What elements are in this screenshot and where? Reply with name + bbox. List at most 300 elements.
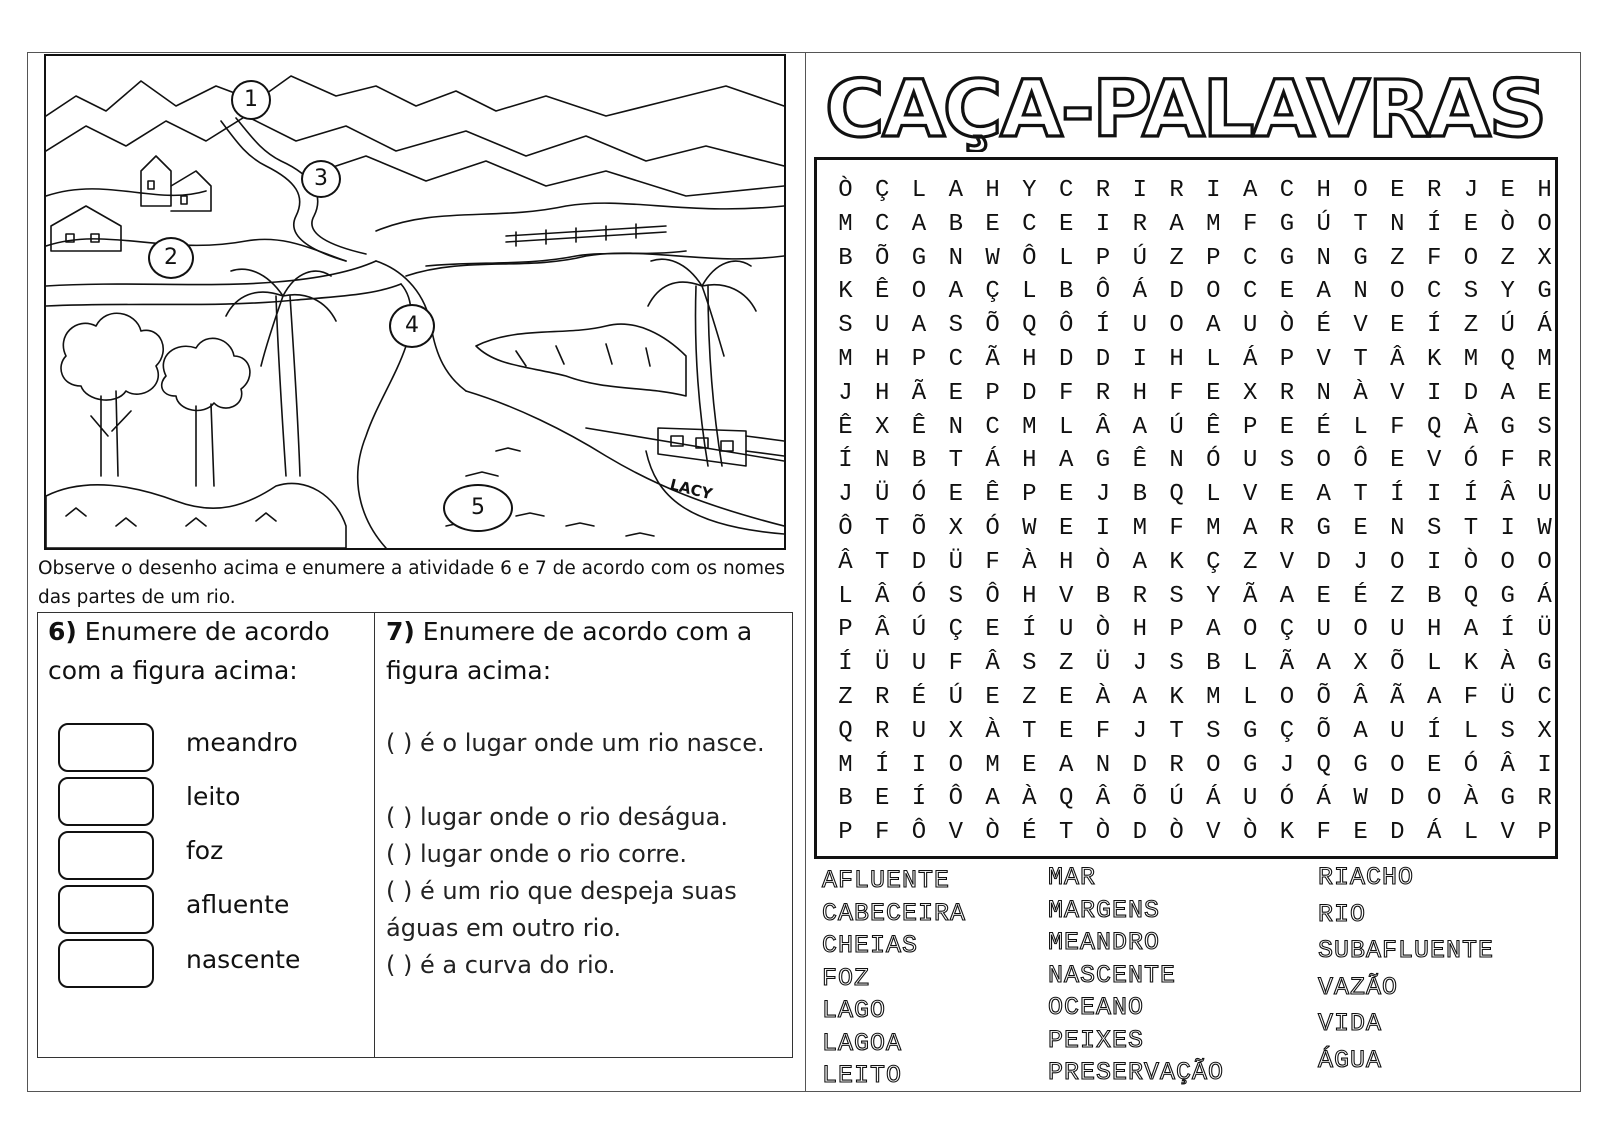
grid-letter[interactable]: A — [1132, 684, 1147, 711]
grid-letter[interactable]: P — [1242, 413, 1258, 441]
grid-letter[interactable]: Í — [1500, 616, 1515, 644]
grid-letter[interactable]: S — [1169, 650, 1184, 678]
grid-letter[interactable]: U — [874, 312, 890, 340]
grid-letter[interactable]: A — [1316, 650, 1331, 678]
grid-letter[interactable]: F — [1058, 379, 1074, 407]
grid-letter[interactable]: E — [1537, 379, 1552, 407]
grid-letter[interactable]: C — [874, 210, 890, 238]
grid-letter[interactable]: M — [1206, 684, 1221, 711]
grid-letter[interactable]: V — [1353, 312, 1368, 340]
grid-letter[interactable]: Ò — [1242, 819, 1258, 847]
grid-letter[interactable]: Z — [838, 684, 853, 711]
exercise-7-item[interactable]: ( ) é o lugar onde um rio nasce. — [386, 729, 765, 757]
grid-letter[interactable]: T — [1058, 819, 1074, 847]
grid-letter[interactable]: Ê — [1206, 413, 1221, 441]
grid-letter[interactable]: Ó — [985, 515, 1000, 542]
grid-letter[interactable]: O — [1463, 244, 1479, 272]
grid-letter[interactable]: O — [1206, 278, 1221, 306]
grid-letter[interactable]: U — [911, 650, 927, 678]
grid-letter[interactable]: B — [838, 244, 853, 272]
grid-letter[interactable]: I — [1426, 379, 1442, 407]
grid-letter[interactable]: Ô — [1058, 312, 1074, 340]
grid-letter[interactable]: Ã — [1390, 684, 1405, 711]
grid-letter[interactable]: F — [1169, 379, 1184, 407]
grid-letter[interactable]: M — [1206, 210, 1221, 238]
grid-letter[interactable]: D — [1463, 379, 1479, 407]
grid-letter[interactable]: N — [1390, 515, 1405, 542]
grid-letter[interactable]: O — [1242, 616, 1258, 644]
grid-letter[interactable]: G — [1095, 447, 1111, 475]
grid-letter[interactable]: N — [1353, 278, 1368, 306]
grid-letter[interactable]: D — [1316, 548, 1331, 576]
grid-letter[interactable]: Â — [1095, 413, 1111, 441]
grid-letter[interactable]: P — [1279, 346, 1295, 373]
grid-letter[interactable]: C — [1242, 278, 1258, 306]
grid-letter[interactable]: G — [1353, 244, 1368, 272]
grid-letter[interactable]: D — [1390, 819, 1405, 847]
grid-letter[interactable]: A — [911, 312, 927, 340]
grid-letter[interactable]: K — [1279, 819, 1295, 847]
grid-letter[interactable]: B — [1426, 582, 1442, 610]
grid-letter[interactable]: R — [1169, 751, 1184, 779]
grid-letter[interactable]: S — [1022, 650, 1037, 678]
grid-letter[interactable]: P — [838, 616, 853, 644]
grid-letter[interactable]: A — [1242, 177, 1258, 204]
grid-letter[interactable]: L — [1426, 650, 1442, 678]
grid-letter[interactable]: T — [874, 548, 890, 576]
grid-letter[interactable]: F — [1242, 210, 1258, 238]
grid-letter[interactable]: Ò — [1095, 819, 1111, 847]
grid-letter[interactable]: E — [1500, 177, 1515, 204]
grid-letter[interactable]: Á — [1242, 346, 1258, 373]
grid-letter[interactable]: T — [1022, 717, 1037, 745]
grid-letter[interactable]: Ü — [948, 548, 963, 576]
grid-letter[interactable]: E — [1022, 751, 1037, 779]
grid-letter[interactable]: D — [1058, 346, 1074, 373]
grid-letter[interactable]: K — [1169, 684, 1184, 711]
grid-letter[interactable]: O — [948, 751, 963, 779]
grid-letter[interactable]: F — [1390, 413, 1405, 441]
grid-letter[interactable]: Y — [1206, 582, 1221, 610]
grid-letter[interactable]: L — [911, 177, 927, 204]
grid-letter[interactable]: O — [1353, 616, 1368, 644]
grid-letter[interactable]: Â — [838, 548, 853, 576]
grid-letter[interactable]: H — [1537, 177, 1552, 204]
grid-letter[interactable]: K — [838, 278, 853, 306]
grid-letter[interactable]: Í — [1390, 481, 1405, 509]
grid-letter[interactable]: Í — [1095, 312, 1111, 340]
grid-letter[interactable]: G — [1353, 751, 1368, 779]
grid-letter[interactable]: X — [1537, 244, 1552, 272]
grid-letter[interactable]: Ô — [1095, 278, 1111, 306]
grid-letter[interactable]: U — [1058, 616, 1074, 644]
grid-letter[interactable]: G — [1242, 717, 1258, 745]
grid-letter[interactable]: G — [1279, 210, 1295, 238]
exercise-7-item[interactable]: ( ) é a curva do rio. — [386, 951, 616, 979]
grid-letter[interactable]: Í — [1426, 312, 1442, 340]
grid-letter[interactable]: O — [1390, 278, 1405, 306]
grid-letter[interactable]: A — [948, 278, 963, 306]
grid-letter[interactable]: Ò — [1169, 819, 1184, 847]
grid-letter[interactable]: X — [874, 413, 890, 441]
grid-letter[interactable]: H — [1022, 582, 1037, 610]
grid-letter[interactable]: V — [1390, 379, 1405, 407]
grid-letter[interactable]: C — [1058, 177, 1074, 204]
grid-letter[interactable]: W — [985, 244, 1000, 272]
grid-letter[interactable]: Q — [1500, 346, 1515, 373]
grid-letter[interactable]: R — [1132, 582, 1147, 610]
grid-letter[interactable]: É — [1316, 312, 1331, 340]
grid-letter[interactable]: F — [1500, 447, 1515, 475]
grid-letter[interactable]: Ê — [838, 413, 853, 441]
grid-letter[interactable]: Q — [1426, 413, 1442, 441]
grid-letter[interactable]: Õ — [911, 515, 927, 542]
grid-letter[interactable]: P — [838, 819, 853, 847]
answer-box-afluente[interactable] — [58, 885, 154, 934]
grid-letter[interactable]: Ú — [948, 684, 963, 711]
grid-letter[interactable]: E — [1390, 177, 1405, 204]
grid-letter[interactable]: À — [1463, 413, 1479, 441]
grid-letter[interactable]: É — [1316, 413, 1331, 441]
grid-letter[interactable]: Ç — [874, 177, 890, 204]
grid-letter[interactable]: H — [1132, 616, 1147, 644]
grid-letter[interactable]: U — [1132, 312, 1147, 340]
answer-box-meandro[interactable] — [58, 723, 154, 772]
grid-letter[interactable]: R — [1169, 177, 1184, 204]
grid-letter[interactable]: I — [1132, 177, 1147, 204]
grid-letter[interactable]: Z — [1058, 650, 1074, 678]
grid-letter[interactable]: Ã — [1279, 650, 1295, 678]
grid-letter[interactable]: Ó — [1279, 785, 1295, 813]
grid-letter[interactable]: X — [948, 717, 963, 745]
grid-letter[interactable]: Â — [1390, 346, 1405, 373]
grid-letter[interactable]: D — [1132, 819, 1147, 847]
grid-letter[interactable]: E — [948, 481, 963, 509]
grid-letter[interactable]: L — [1242, 650, 1258, 678]
grid-letter[interactable]: J — [1132, 650, 1147, 678]
grid-letter[interactable]: Á — [1206, 785, 1221, 813]
grid-letter[interactable]: E — [1390, 447, 1405, 475]
grid-letter[interactable]: E — [1058, 481, 1074, 509]
grid-letter[interactable]: E — [1426, 751, 1442, 779]
grid-letter[interactable]: Q — [1169, 481, 1184, 509]
grid-letter[interactable]: Á — [1132, 278, 1147, 306]
grid-letter[interactable]: P — [1022, 481, 1037, 509]
grid-letter[interactable]: C — [985, 413, 1000, 441]
grid-letter[interactable]: G — [1316, 515, 1331, 542]
grid-letter[interactable]: Í — [1426, 717, 1442, 745]
grid-letter[interactable]: Í — [874, 751, 890, 779]
grid-letter[interactable]: V — [1206, 819, 1221, 847]
grid-letter[interactable]: B — [1206, 650, 1221, 678]
grid-letter[interactable]: I — [1095, 210, 1111, 238]
answer-box-foz[interactable] — [58, 831, 154, 880]
grid-letter[interactable]: H — [874, 346, 890, 373]
grid-letter[interactable]: Õ — [1316, 717, 1331, 745]
grid-letter[interactable]: Â — [1500, 481, 1515, 509]
grid-letter[interactable]: W — [1022, 515, 1037, 542]
grid-letter[interactable]: P — [1206, 244, 1221, 272]
grid-letter[interactable]: J — [1353, 548, 1368, 576]
grid-letter[interactable]: U — [1390, 616, 1405, 644]
grid-letter[interactable]: S — [1500, 717, 1515, 745]
grid-letter[interactable]: M — [838, 346, 853, 373]
grid-letter[interactable]: E — [1463, 210, 1479, 238]
grid-letter[interactable]: N — [948, 413, 963, 441]
grid-letter[interactable]: A — [1463, 616, 1479, 644]
grid-letter[interactable]: J — [1279, 751, 1295, 779]
grid-letter[interactable]: W — [1353, 785, 1368, 813]
grid-letter[interactable]: K — [1169, 548, 1184, 576]
grid-letter[interactable]: L — [1353, 413, 1368, 441]
grid-letter[interactable]: U — [1390, 717, 1405, 745]
grid-letter[interactable]: Â — [874, 582, 890, 610]
grid-letter[interactable]: H — [1169, 346, 1184, 373]
grid-letter[interactable]: A — [1206, 616, 1221, 644]
grid-letter[interactable]: H — [1058, 548, 1074, 576]
grid-letter[interactable]: V — [1279, 548, 1295, 576]
grid-letter[interactable]: R — [1095, 177, 1111, 204]
grid-letter[interactable]: H — [874, 379, 890, 407]
grid-letter[interactable]: À — [1095, 684, 1111, 711]
grid-letter[interactable]: N — [1316, 379, 1331, 407]
grid-letter[interactable]: B — [1095, 582, 1111, 610]
grid-letter[interactable]: R — [1095, 379, 1111, 407]
grid-letter[interactable]: L — [838, 582, 853, 610]
grid-letter[interactable]: Ó — [1206, 447, 1221, 475]
grid-letter[interactable]: O — [1353, 177, 1368, 204]
grid-letter[interactable]: Ò — [1463, 548, 1479, 576]
grid-letter[interactable]: Ò — [985, 819, 1000, 847]
grid-letter[interactable]: C — [1426, 278, 1442, 306]
grid-letter[interactable]: E — [874, 785, 890, 813]
grid-letter[interactable]: L — [1242, 684, 1258, 711]
grid-letter[interactable]: Z — [1242, 548, 1258, 576]
grid-letter[interactable]: C — [1022, 210, 1037, 238]
grid-letter[interactable]: Ã — [1242, 582, 1258, 610]
grid-letter[interactable]: D — [911, 548, 927, 576]
grid-letter[interactable]: R — [874, 717, 890, 745]
grid-letter[interactable]: Ú — [911, 616, 927, 644]
grid-letter[interactable]: N — [1316, 244, 1331, 272]
grid-letter[interactable]: E — [985, 616, 1000, 644]
grid-letter[interactable]: Õ — [1132, 785, 1147, 813]
grid-letter[interactable]: Z — [1390, 244, 1405, 272]
grid-letter[interactable]: G — [1537, 278, 1552, 306]
grid-letter[interactable]: I — [911, 751, 927, 779]
grid-letter[interactable]: U — [1537, 481, 1552, 509]
grid-letter[interactable]: T — [1353, 210, 1368, 238]
grid-letter[interactable]: S — [948, 582, 963, 610]
grid-letter[interactable]: E — [985, 684, 1000, 711]
grid-letter[interactable]: Á — [1426, 819, 1442, 847]
grid-letter[interactable]: Í — [1022, 616, 1037, 644]
grid-letter[interactable]: Ê — [874, 278, 890, 306]
grid-letter[interactable]: Z — [1390, 582, 1405, 610]
grid-letter[interactable]: A — [1132, 413, 1147, 441]
grid-letter[interactable]: E — [1058, 717, 1074, 745]
grid-letter[interactable]: H — [1316, 177, 1331, 204]
exercise-7-item[interactable]: ( ) lugar onde o rio deságua. — [386, 803, 728, 831]
grid-letter[interactable]: À — [985, 717, 1000, 745]
grid-letter[interactable]: Ã — [985, 346, 1000, 373]
grid-letter[interactable]: A — [1316, 278, 1331, 306]
grid-letter[interactable]: Q — [1316, 751, 1331, 779]
grid-letter[interactable]: V — [1058, 582, 1074, 610]
grid-letter[interactable]: M — [1206, 515, 1221, 542]
grid-letter[interactable]: É — [1022, 819, 1037, 847]
grid-letter[interactable]: T — [1353, 481, 1368, 509]
grid-letter[interactable]: Ú — [1169, 785, 1184, 813]
grid-letter[interactable]: Ó — [911, 481, 927, 509]
grid-letter[interactable]: Ç — [1279, 616, 1295, 644]
grid-letter[interactable]: Í — [911, 785, 927, 813]
grid-letter[interactable]: Ô — [1022, 244, 1037, 272]
grid-letter[interactable]: S — [1206, 717, 1221, 745]
grid-letter[interactable]: V — [1500, 819, 1515, 847]
grid-letter[interactable]: Â — [1500, 751, 1515, 779]
grid-letter[interactable]: A — [1500, 379, 1515, 407]
grid-letter[interactable]: À — [1022, 548, 1037, 576]
grid-letter[interactable]: E — [1058, 684, 1074, 711]
grid-letter[interactable]: Q — [1463, 582, 1479, 610]
grid-letter[interactable]: Í — [838, 447, 853, 475]
grid-letter[interactable]: S — [1463, 278, 1479, 306]
grid-letter[interactable]: E — [948, 379, 963, 407]
grid-letter[interactable]: G — [1537, 650, 1552, 678]
grid-letter[interactable]: Ú — [1132, 244, 1147, 272]
grid-letter[interactable]: Q — [1022, 312, 1037, 340]
grid-letter[interactable]: M — [1537, 346, 1552, 373]
grid-letter[interactable]: Ô — [985, 582, 1000, 610]
grid-letter[interactable]: Ò — [1095, 616, 1111, 644]
grid-letter[interactable]: R — [1537, 785, 1552, 813]
grid-letter[interactable]: Ô — [911, 819, 927, 847]
grid-letter[interactable]: S — [1279, 447, 1295, 475]
grid-letter[interactable]: X — [1353, 650, 1368, 678]
grid-letter[interactable]: R — [1426, 177, 1442, 204]
grid-letter[interactable]: L — [1463, 819, 1479, 847]
grid-letter[interactable]: M — [985, 751, 1000, 779]
grid-letter[interactable]: A — [1169, 210, 1184, 238]
grid-letter[interactable]: H — [1022, 346, 1037, 373]
grid-letter[interactable]: D — [1132, 751, 1147, 779]
grid-letter[interactable]: F — [874, 819, 890, 847]
grid-letter[interactable]: O — [1169, 312, 1184, 340]
grid-letter[interactable]: A — [1058, 447, 1074, 475]
grid-letter[interactable]: E — [1316, 582, 1331, 610]
grid-letter[interactable]: L — [1058, 244, 1074, 272]
grid-letter[interactable]: Ü — [1095, 650, 1111, 678]
grid-letter[interactable]: M — [1463, 346, 1479, 373]
grid-letter[interactable]: Ü — [874, 650, 890, 678]
grid-letter[interactable]: B — [1132, 481, 1147, 509]
grid-letter[interactable]: O — [1316, 447, 1331, 475]
grid-letter[interactable]: Z — [1022, 684, 1037, 711]
grid-letter[interactable]: V — [1242, 481, 1258, 509]
grid-letter[interactable]: H — [985, 177, 1000, 204]
grid-letter[interactable]: Q — [838, 717, 853, 745]
grid-letter[interactable]: H — [1132, 379, 1147, 407]
grid-letter[interactable]: O — [1390, 548, 1405, 576]
grid-letter[interactable]: À — [1353, 379, 1368, 407]
grid-letter[interactable]: D — [1022, 379, 1037, 407]
grid-letter[interactable]: Z — [1169, 244, 1184, 272]
grid-letter[interactable]: A — [1242, 515, 1258, 542]
grid-letter[interactable]: D — [1095, 346, 1111, 373]
grid-letter[interactable]: X — [1242, 379, 1258, 407]
answer-box-leito[interactable] — [58, 777, 154, 826]
grid-letter[interactable]: Ò — [1500, 210, 1515, 238]
grid-letter[interactable]: À — [1500, 650, 1515, 678]
grid-letter[interactable]: Ç — [985, 278, 1000, 306]
grid-letter[interactable]: J — [838, 481, 853, 509]
grid-letter[interactable]: Ô — [1353, 447, 1368, 475]
grid-letter[interactable]: R — [874, 684, 890, 711]
grid-letter[interactable]: S — [838, 312, 853, 340]
grid-letter[interactable]: Ó — [1463, 751, 1479, 779]
grid-letter[interactable]: D — [1390, 785, 1405, 813]
grid-letter[interactable]: Â — [985, 650, 1000, 678]
grid-letter[interactable]: M — [838, 210, 853, 238]
grid-letter[interactable]: Õ — [1316, 684, 1331, 711]
grid-letter[interactable]: Á — [1537, 582, 1552, 610]
grid-letter[interactable]: L — [1463, 717, 1479, 745]
grid-letter[interactable]: I — [1537, 751, 1552, 779]
grid-letter[interactable]: Ó — [1463, 447, 1479, 475]
grid-letter[interactable]: V — [948, 819, 963, 847]
grid-letter[interactable]: M — [838, 751, 853, 779]
grid-letter[interactable]: Á — [1537, 312, 1552, 340]
grid-letter[interactable]: R — [1132, 210, 1147, 238]
grid-letter[interactable]: T — [1463, 515, 1479, 542]
grid-letter[interactable]: L — [1206, 346, 1221, 373]
grid-letter[interactable]: U — [1316, 616, 1331, 644]
grid-letter[interactable]: P — [911, 346, 927, 373]
grid-letter[interactable]: A — [911, 210, 927, 238]
grid-letter[interactable]: C — [1242, 244, 1258, 272]
grid-letter[interactable]: L — [1022, 278, 1037, 306]
grid-letter[interactable]: G — [1279, 244, 1295, 272]
grid-letter[interactable]: Í — [838, 650, 853, 678]
grid-letter[interactable]: Ü — [874, 481, 890, 509]
grid-letter[interactable]: K — [1426, 346, 1442, 373]
grid-letter[interactable]: S — [948, 312, 963, 340]
grid-letter[interactable]: E — [1279, 481, 1295, 509]
grid-letter[interactable]: T — [948, 447, 963, 475]
grid-letter[interactable]: Q — [1058, 785, 1074, 813]
grid-letter[interactable]: E — [1058, 210, 1074, 238]
grid-letter[interactable]: C — [1279, 177, 1295, 204]
grid-letter[interactable]: P — [1169, 616, 1184, 644]
grid-letter[interactable]: S — [1537, 413, 1552, 441]
grid-letter[interactable]: Â — [1353, 684, 1368, 711]
grid-letter[interactable]: Ü — [1500, 684, 1515, 711]
grid-letter[interactable]: O — [1279, 684, 1295, 711]
grid-letter[interactable]: T — [1169, 717, 1184, 745]
grid-letter[interactable]: K — [1463, 650, 1479, 678]
grid-letter[interactable]: G — [911, 244, 927, 272]
grid-letter[interactable]: I — [1095, 515, 1111, 542]
grid-letter[interactable]: O — [1390, 751, 1405, 779]
grid-letter[interactable]: Á — [985, 447, 1000, 475]
grid-letter[interactable]: Ú — [1316, 210, 1331, 238]
grid-letter[interactable]: X — [1537, 717, 1552, 745]
grid-letter[interactable]: S — [1169, 582, 1184, 610]
grid-letter[interactable]: Ò — [1095, 548, 1111, 576]
grid-letter[interactable]: P — [1095, 244, 1111, 272]
grid-letter[interactable]: B — [948, 210, 963, 238]
